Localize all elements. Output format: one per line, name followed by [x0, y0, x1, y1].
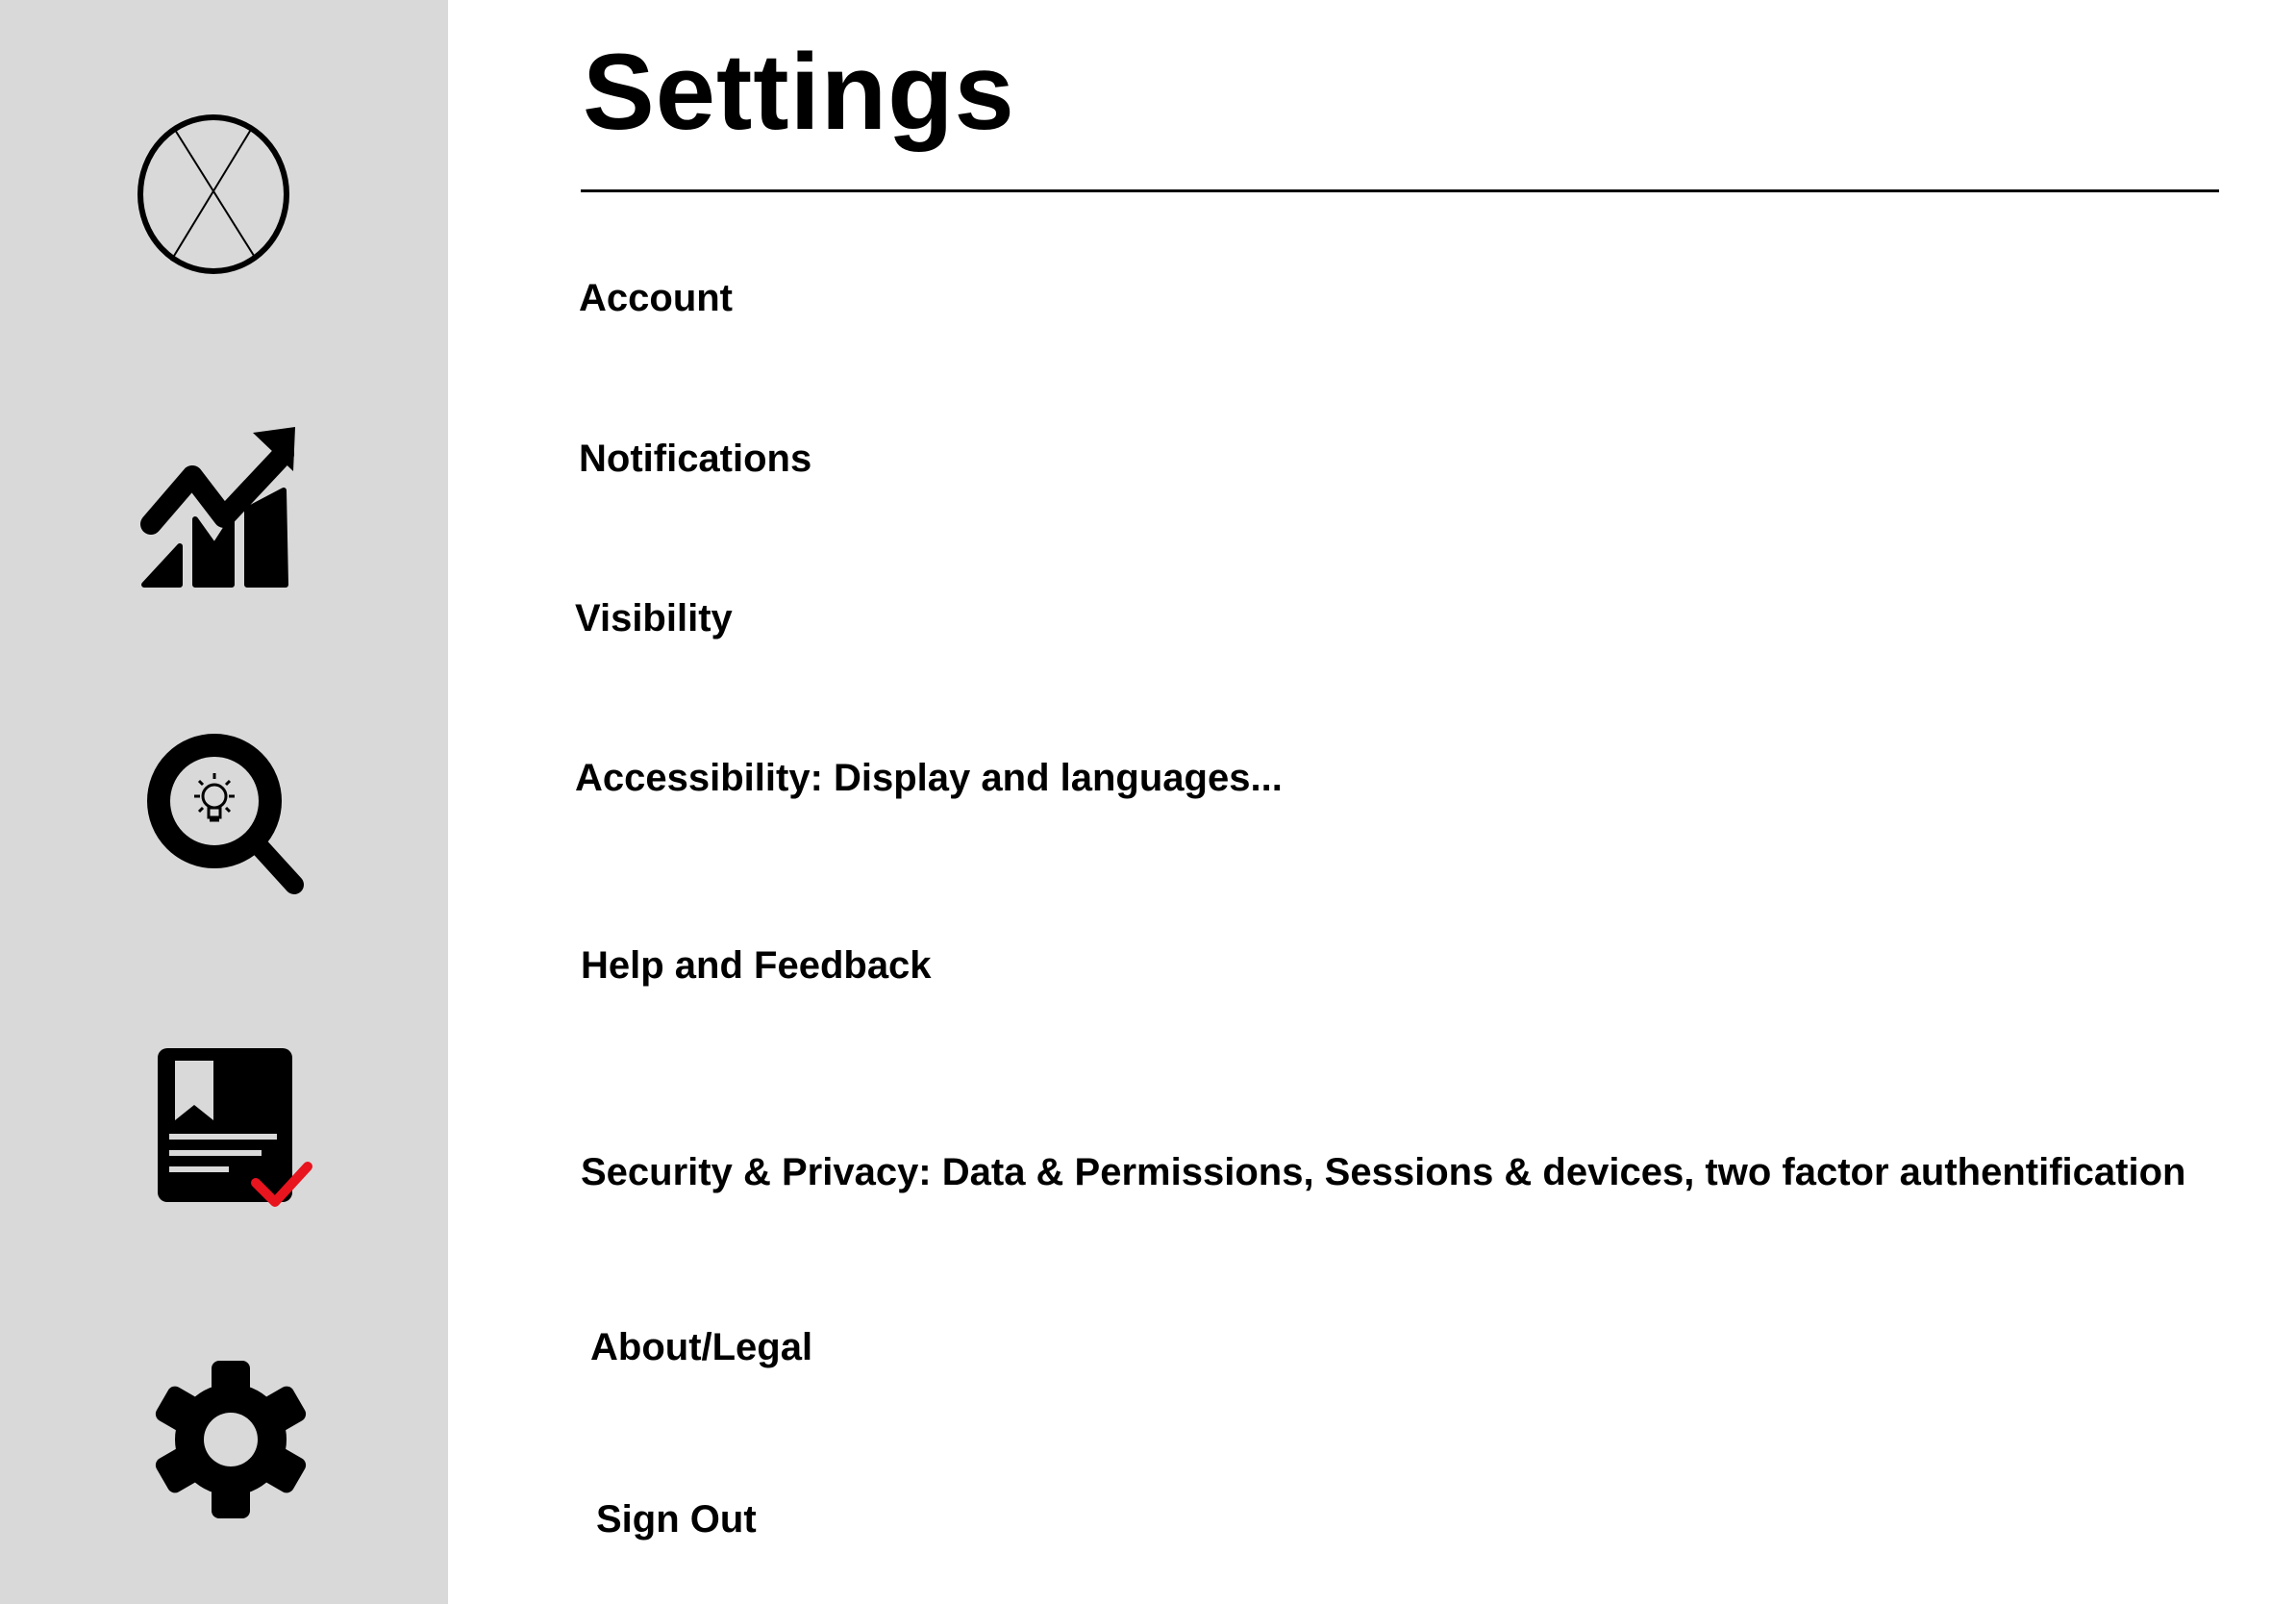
settings-item-account[interactable]: Account: [579, 277, 733, 319]
settings-item-security-privacy[interactable]: Security & Privacy: Data & Permissions, Sessions & devices, two factor authentification: [581, 1151, 2186, 1193]
page-title: Settings: [583, 32, 1015, 152]
settings-item-about-legal[interactable]: About/Legal: [590, 1326, 813, 1368]
title-divider: [581, 189, 2219, 192]
sidebar-item-insights[interactable]: [144, 731, 312, 904]
settings-item-help-feedback[interactable]: Help and Feedback: [581, 944, 932, 987]
magnify-lightbulb-icon: [144, 731, 312, 904]
circle-x-logo-icon: [135, 111, 293, 279]
settings-item-notifications[interactable]: Notifications: [579, 438, 812, 480]
sidebar-item-tasks[interactable]: [154, 1043, 317, 1216]
settings-item-visibility[interactable]: Visibility: [575, 597, 733, 639]
sign-out-button[interactable]: Sign Out: [596, 1498, 757, 1541]
settings-item-accessibility[interactable]: Accessibility: Display and languages...: [575, 757, 1283, 799]
sidebar-item-home[interactable]: [135, 111, 293, 279]
sidebar-item-stats[interactable]: [139, 423, 303, 591]
chart-up-arrow-icon: [139, 423, 303, 591]
sidebar-item-settings[interactable]: [149, 1356, 312, 1524]
settings-panel: [448, 0, 2296, 1604]
document-checkmark-icon: [154, 1043, 317, 1216]
sidebar: [0, 0, 448, 1604]
gear-icon: [149, 1356, 312, 1524]
